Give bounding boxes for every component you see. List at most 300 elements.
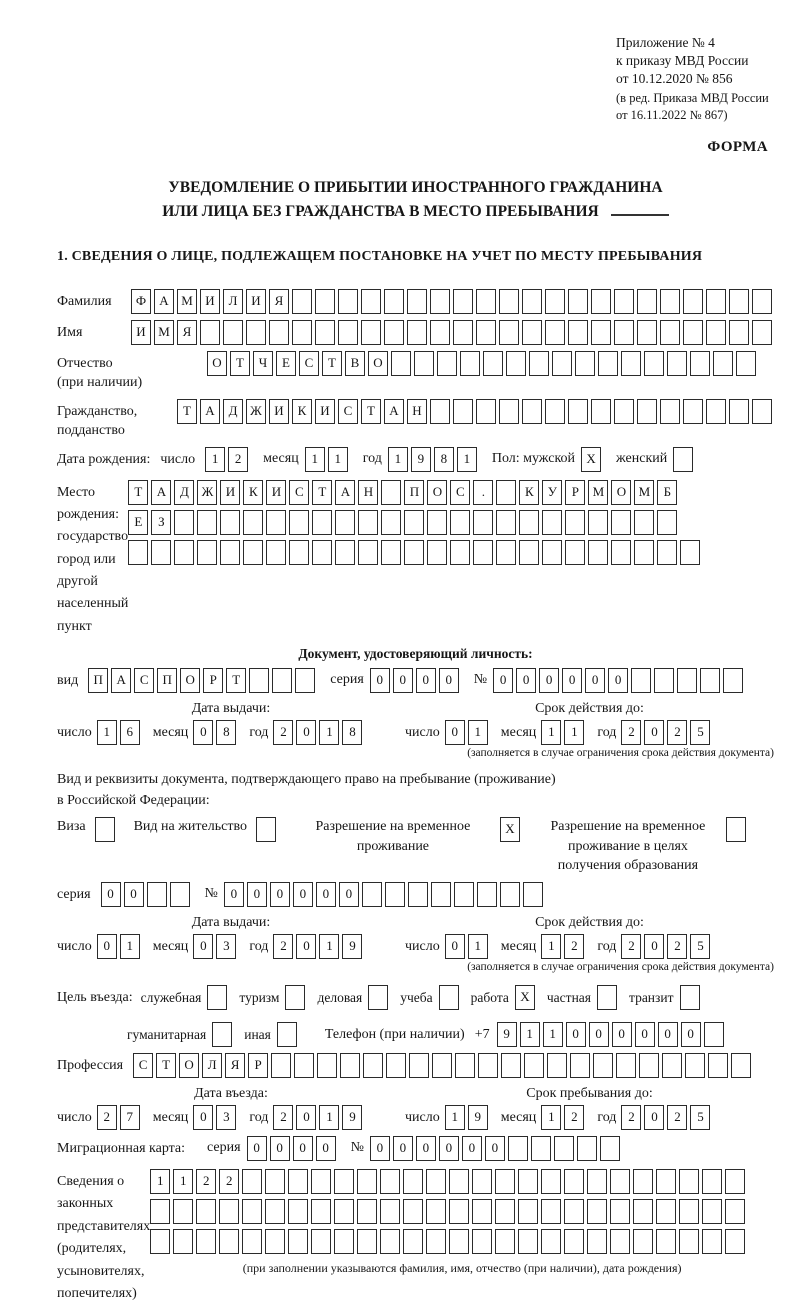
char-cell[interactable] — [657, 510, 677, 535]
char-cell[interactable]: 0 — [270, 882, 290, 907]
char-cell[interactable] — [437, 351, 457, 376]
char-cell[interactable] — [403, 1199, 423, 1224]
char-cell[interactable]: 0 — [585, 668, 605, 693]
char-cell[interactable] — [449, 1169, 469, 1194]
char-cell[interactable] — [713, 351, 733, 376]
char-cell[interactable]: П — [157, 668, 177, 693]
char-cell[interactable] — [656, 1199, 676, 1224]
char-cell[interactable]: 1 — [120, 934, 140, 959]
char-cell[interactable]: А — [154, 289, 174, 314]
char-cell[interactable]: 5 — [690, 1105, 710, 1130]
char-cell[interactable] — [633, 1199, 653, 1224]
char-cell[interactable] — [495, 1199, 515, 1224]
char-cell[interactable] — [292, 289, 312, 314]
char-cell[interactable] — [243, 540, 263, 565]
char-cell[interactable] — [200, 320, 220, 345]
char-cell[interactable] — [518, 1169, 538, 1194]
char-cell[interactable]: 5 — [690, 934, 710, 959]
char-cell[interactable]: 1 — [319, 1105, 339, 1130]
char-cell[interactable] — [637, 320, 657, 345]
char-cell[interactable] — [472, 1229, 492, 1254]
char-cell[interactable] — [541, 1199, 561, 1224]
char-cell[interactable] — [545, 399, 565, 424]
char-cell[interactable] — [723, 668, 743, 693]
char-cell[interactable]: М — [154, 320, 174, 345]
char-cell[interactable] — [679, 1169, 699, 1194]
char-cell[interactable]: 0 — [270, 1136, 290, 1161]
char-cell[interactable]: В — [345, 351, 365, 376]
char-cell[interactable]: Т — [226, 668, 246, 693]
char-cell[interactable] — [621, 351, 641, 376]
char-cell[interactable]: 1 — [319, 934, 339, 959]
char-cell[interactable]: С — [134, 668, 154, 693]
char-cell[interactable] — [476, 289, 496, 314]
char-cell[interactable] — [541, 1169, 561, 1194]
char-cell[interactable]: Т — [322, 351, 342, 376]
char-cell[interactable]: 0 — [681, 1022, 701, 1047]
char-cell[interactable] — [478, 1053, 498, 1078]
char-cell[interactable]: 1 — [457, 447, 477, 472]
char-cell[interactable] — [519, 540, 539, 565]
char-cell[interactable] — [362, 882, 382, 907]
char-cell[interactable]: 0 — [485, 1136, 505, 1161]
char-cell[interactable] — [731, 1053, 751, 1078]
char-cell[interactable] — [473, 510, 493, 535]
char-cell[interactable] — [634, 510, 654, 535]
char-cell[interactable]: 0 — [393, 1136, 413, 1161]
char-cell[interactable]: 1 — [445, 1105, 465, 1130]
char-cell[interactable] — [598, 351, 618, 376]
char-cell[interactable] — [591, 289, 611, 314]
char-cell[interactable] — [407, 289, 427, 314]
char-cell[interactable] — [545, 289, 565, 314]
char-cell[interactable]: Т — [361, 399, 381, 424]
char-cell[interactable]: Д — [174, 480, 194, 505]
char-cell[interactable]: У — [542, 480, 562, 505]
char-cell[interactable] — [312, 510, 332, 535]
char-cell[interactable] — [706, 320, 726, 345]
char-cell[interactable] — [725, 1169, 745, 1194]
char-cell[interactable]: 0 — [293, 1136, 313, 1161]
char-cell[interactable] — [524, 1053, 544, 1078]
char-cell[interactable] — [380, 1169, 400, 1194]
char-cell[interactable] — [702, 1199, 722, 1224]
char-cell[interactable] — [384, 289, 404, 314]
char-cell[interactable]: 0 — [635, 1022, 655, 1047]
char-cell[interactable]: М — [634, 480, 654, 505]
char-cell[interactable]: 2 — [228, 447, 248, 472]
char-cell[interactable] — [611, 510, 631, 535]
char-cell[interactable]: 0 — [462, 1136, 482, 1161]
char-cell[interactable] — [431, 882, 451, 907]
char-cell[interactable]: 9 — [497, 1022, 517, 1047]
char-cell[interactable] — [552, 351, 572, 376]
char-cell[interactable] — [702, 1229, 722, 1254]
char-cell[interactable]: 0 — [247, 882, 267, 907]
char-cell[interactable]: 1 — [150, 1169, 170, 1194]
char-cell[interactable]: Я — [177, 320, 197, 345]
char-cell[interactable]: 3 — [216, 1105, 236, 1130]
char-cell[interactable] — [426, 1169, 446, 1194]
char-cell[interactable]: К — [519, 480, 539, 505]
char-cell[interactable] — [656, 1229, 676, 1254]
char-cell[interactable]: К — [243, 480, 263, 505]
char-cell[interactable] — [197, 510, 217, 535]
char-cell[interactable]: Д — [223, 399, 243, 424]
char-cell[interactable]: 0 — [193, 934, 213, 959]
char-cell[interactable]: Я — [269, 289, 289, 314]
char-cell[interactable]: 0 — [644, 720, 664, 745]
char-cell[interactable]: Р — [203, 668, 223, 693]
visa-checkbox[interactable] — [95, 817, 115, 842]
char-cell[interactable]: 1 — [173, 1169, 193, 1194]
purpose-transit-checkbox[interactable] — [680, 985, 700, 1010]
char-cell[interactable] — [587, 1169, 607, 1194]
char-cell[interactable]: И — [220, 480, 240, 505]
char-cell[interactable] — [662, 1053, 682, 1078]
char-cell[interactable] — [196, 1229, 216, 1254]
char-cell[interactable] — [357, 1229, 377, 1254]
char-cell[interactable] — [729, 320, 749, 345]
char-cell[interactable] — [315, 289, 335, 314]
char-cell[interactable] — [315, 320, 335, 345]
char-cell[interactable]: 0 — [562, 668, 582, 693]
char-cell[interactable] — [522, 320, 542, 345]
char-cell[interactable] — [587, 1229, 607, 1254]
char-cell[interactable] — [361, 320, 381, 345]
char-cell[interactable]: Р — [565, 480, 585, 505]
char-cell[interactable] — [265, 1169, 285, 1194]
char-cell[interactable]: 0 — [293, 882, 313, 907]
char-cell[interactable] — [361, 289, 381, 314]
char-cell[interactable] — [220, 510, 240, 535]
char-cell[interactable] — [639, 1053, 659, 1078]
char-cell[interactable]: 0 — [247, 1136, 267, 1161]
char-cell[interactable]: 1 — [541, 1105, 561, 1130]
char-cell[interactable]: 0 — [493, 668, 513, 693]
sex-male-checkbox[interactable]: X — [581, 447, 601, 472]
char-cell[interactable]: 1 — [543, 1022, 563, 1047]
char-cell[interactable]: 9 — [411, 447, 431, 472]
char-cell[interactable] — [610, 1199, 630, 1224]
char-cell[interactable]: Т — [128, 480, 148, 505]
char-cell[interactable] — [288, 1229, 308, 1254]
char-cell[interactable]: И — [315, 399, 335, 424]
char-cell[interactable] — [614, 320, 634, 345]
char-cell[interactable] — [380, 1229, 400, 1254]
char-cell[interactable]: 3 — [216, 934, 236, 959]
char-cell[interactable]: Л — [202, 1053, 222, 1078]
char-cell[interactable] — [381, 540, 401, 565]
char-cell[interactable]: С — [289, 480, 309, 505]
char-cell[interactable]: И — [269, 399, 289, 424]
char-cell[interactable]: К — [292, 399, 312, 424]
char-cell[interactable] — [633, 1229, 653, 1254]
char-cell[interactable]: О — [427, 480, 447, 505]
char-cell[interactable]: А — [111, 668, 131, 693]
char-cell[interactable] — [407, 320, 427, 345]
char-cell[interactable] — [631, 668, 651, 693]
char-cell[interactable]: 0 — [644, 1105, 664, 1130]
temp-residence-checkbox[interactable]: X — [500, 817, 520, 842]
char-cell[interactable] — [575, 351, 595, 376]
char-cell[interactable]: 0 — [416, 668, 436, 693]
char-cell[interactable] — [292, 320, 312, 345]
char-cell[interactable]: Н — [407, 399, 427, 424]
char-cell[interactable]: 9 — [342, 1105, 362, 1130]
char-cell[interactable]: 0 — [445, 720, 465, 745]
char-cell[interactable] — [295, 668, 315, 693]
char-cell[interactable]: П — [404, 480, 424, 505]
char-cell[interactable]: 0 — [539, 668, 559, 693]
char-cell[interactable]: 1 — [388, 447, 408, 472]
char-cell[interactable] — [430, 399, 450, 424]
char-cell[interactable]: 1 — [97, 720, 117, 745]
char-cell[interactable] — [338, 289, 358, 314]
char-cell[interactable] — [593, 1053, 613, 1078]
char-cell[interactable] — [453, 320, 473, 345]
char-cell[interactable] — [706, 289, 726, 314]
char-cell[interactable]: И — [131, 320, 151, 345]
char-cell[interactable] — [519, 510, 539, 535]
char-cell[interactable] — [288, 1169, 308, 1194]
char-cell[interactable] — [736, 351, 756, 376]
char-cell[interactable]: 2 — [621, 1105, 641, 1130]
char-cell[interactable]: 0 — [296, 720, 316, 745]
char-cell[interactable] — [430, 289, 450, 314]
char-cell[interactable]: 1 — [328, 447, 348, 472]
char-cell[interactable]: 7 — [120, 1105, 140, 1130]
char-cell[interactable] — [611, 540, 631, 565]
char-cell[interactable] — [197, 540, 217, 565]
char-cell[interactable] — [564, 1199, 584, 1224]
char-cell[interactable] — [219, 1199, 239, 1224]
char-cell[interactable]: 1 — [541, 934, 561, 959]
char-cell[interactable] — [196, 1199, 216, 1224]
char-cell[interactable] — [450, 540, 470, 565]
char-cell[interactable]: А — [200, 399, 220, 424]
char-cell[interactable] — [683, 320, 703, 345]
char-cell[interactable] — [242, 1229, 262, 1254]
char-cell[interactable] — [531, 1136, 551, 1161]
char-cell[interactable] — [455, 1053, 475, 1078]
char-cell[interactable]: 0 — [393, 668, 413, 693]
char-cell[interactable] — [460, 351, 480, 376]
char-cell[interactable] — [554, 1136, 574, 1161]
char-cell[interactable]: 0 — [224, 882, 244, 907]
char-cell[interactable]: О — [179, 1053, 199, 1078]
char-cell[interactable]: Т — [156, 1053, 176, 1078]
char-cell[interactable]: 8 — [434, 447, 454, 472]
char-cell[interactable]: 1 — [205, 447, 225, 472]
char-cell[interactable] — [633, 1169, 653, 1194]
purpose-tourism-checkbox[interactable] — [285, 985, 305, 1010]
char-cell[interactable] — [564, 1229, 584, 1254]
char-cell[interactable] — [522, 289, 542, 314]
char-cell[interactable]: 0 — [193, 1105, 213, 1130]
char-cell[interactable]: 2 — [97, 1105, 117, 1130]
char-cell[interactable]: 0 — [516, 668, 536, 693]
char-cell[interactable]: 0 — [124, 882, 144, 907]
char-cell[interactable] — [683, 399, 703, 424]
char-cell[interactable] — [499, 320, 519, 345]
char-cell[interactable]: 0 — [589, 1022, 609, 1047]
char-cell[interactable] — [752, 399, 772, 424]
char-cell[interactable]: 0 — [97, 934, 117, 959]
char-cell[interactable] — [150, 1229, 170, 1254]
char-cell[interactable] — [426, 1199, 446, 1224]
purpose-work-checkbox[interactable]: X — [515, 985, 535, 1010]
char-cell[interactable]: И — [266, 480, 286, 505]
char-cell[interactable]: 2 — [621, 934, 641, 959]
char-cell[interactable]: 2 — [273, 934, 293, 959]
char-cell[interactable] — [289, 540, 309, 565]
char-cell[interactable] — [565, 510, 585, 535]
char-cell[interactable] — [312, 540, 332, 565]
char-cell[interactable] — [269, 320, 289, 345]
char-cell[interactable] — [391, 351, 411, 376]
char-cell[interactable]: 2 — [273, 720, 293, 745]
char-cell[interactable] — [151, 540, 171, 565]
char-cell[interactable] — [289, 510, 309, 535]
char-cell[interactable]: С — [133, 1053, 153, 1078]
char-cell[interactable] — [271, 1053, 291, 1078]
char-cell[interactable] — [588, 540, 608, 565]
char-cell[interactable]: 1 — [520, 1022, 540, 1047]
char-cell[interactable]: 0 — [439, 668, 459, 693]
char-cell[interactable] — [564, 1169, 584, 1194]
char-cell[interactable]: 1 — [541, 720, 561, 745]
char-cell[interactable]: 6 — [120, 720, 140, 745]
char-cell[interactable]: 0 — [339, 882, 359, 907]
char-cell[interactable] — [432, 1053, 452, 1078]
char-cell[interactable]: З — [151, 510, 171, 535]
char-cell[interactable]: 2 — [564, 934, 584, 959]
char-cell[interactable] — [752, 289, 772, 314]
char-cell[interactable] — [363, 1053, 383, 1078]
char-cell[interactable]: 0 — [644, 934, 664, 959]
char-cell[interactable] — [577, 1136, 597, 1161]
char-cell[interactable] — [506, 351, 526, 376]
char-cell[interactable]: 0 — [316, 882, 336, 907]
char-cell[interactable] — [702, 1169, 722, 1194]
char-cell[interactable] — [453, 289, 473, 314]
char-cell[interactable]: Т — [230, 351, 250, 376]
char-cell[interactable]: 9 — [468, 1105, 488, 1130]
char-cell[interactable] — [426, 1229, 446, 1254]
char-cell[interactable]: Т — [177, 399, 197, 424]
char-cell[interactable]: 0 — [296, 1105, 316, 1130]
char-cell[interactable] — [500, 882, 520, 907]
char-cell[interactable]: 2 — [196, 1169, 216, 1194]
char-cell[interactable] — [472, 1169, 492, 1194]
purpose-other-checkbox[interactable] — [277, 1022, 297, 1047]
char-cell[interactable]: М — [177, 289, 197, 314]
char-cell[interactable] — [430, 320, 450, 345]
char-cell[interactable] — [219, 1229, 239, 1254]
char-cell[interactable]: 2 — [219, 1169, 239, 1194]
char-cell[interactable] — [246, 320, 266, 345]
char-cell[interactable] — [725, 1229, 745, 1254]
char-cell[interactable] — [223, 320, 243, 345]
char-cell[interactable]: 1 — [305, 447, 325, 472]
char-cell[interactable] — [542, 510, 562, 535]
char-cell[interactable] — [334, 1169, 354, 1194]
char-cell[interactable]: А — [151, 480, 171, 505]
char-cell[interactable] — [454, 882, 474, 907]
char-cell[interactable]: . — [473, 480, 493, 505]
char-cell[interactable]: Н — [358, 480, 378, 505]
char-cell[interactable] — [588, 510, 608, 535]
char-cell[interactable] — [591, 320, 611, 345]
char-cell[interactable] — [266, 510, 286, 535]
char-cell[interactable]: 2 — [667, 1105, 687, 1130]
char-cell[interactable]: 0 — [370, 668, 390, 693]
char-cell[interactable] — [243, 510, 263, 535]
char-cell[interactable]: 2 — [564, 1105, 584, 1130]
char-cell[interactable] — [384, 320, 404, 345]
char-cell[interactable] — [591, 399, 611, 424]
char-cell[interactable] — [725, 1199, 745, 1224]
char-cell[interactable] — [472, 1199, 492, 1224]
char-cell[interactable] — [338, 320, 358, 345]
char-cell[interactable] — [657, 540, 677, 565]
char-cell[interactable]: 0 — [370, 1136, 390, 1161]
char-cell[interactable] — [477, 882, 497, 907]
char-cell[interactable]: 0 — [101, 882, 121, 907]
char-cell[interactable]: 0 — [316, 1136, 336, 1161]
char-cell[interactable] — [476, 399, 496, 424]
char-cell[interactable] — [568, 399, 588, 424]
char-cell[interactable]: Ж — [197, 480, 217, 505]
sex-female-checkbox[interactable] — [673, 447, 693, 472]
char-cell[interactable] — [667, 351, 687, 376]
char-cell[interactable] — [637, 399, 657, 424]
char-cell[interactable] — [523, 882, 543, 907]
temp-residence-education-checkbox[interactable] — [726, 817, 746, 842]
char-cell[interactable]: 0 — [658, 1022, 678, 1047]
purpose-humanitarian-checkbox[interactable] — [212, 1022, 232, 1047]
char-cell[interactable] — [752, 320, 772, 345]
char-cell[interactable] — [385, 882, 405, 907]
char-cell[interactable] — [147, 882, 167, 907]
char-cell[interactable] — [614, 289, 634, 314]
char-cell[interactable] — [518, 1199, 538, 1224]
char-cell[interactable] — [450, 510, 470, 535]
char-cell[interactable] — [317, 1053, 337, 1078]
char-cell[interactable] — [311, 1199, 331, 1224]
char-cell[interactable] — [495, 1229, 515, 1254]
char-cell[interactable] — [242, 1199, 262, 1224]
char-cell[interactable]: О — [368, 351, 388, 376]
char-cell[interactable] — [704, 1022, 724, 1047]
char-cell[interactable] — [496, 540, 516, 565]
char-cell[interactable]: Я — [225, 1053, 245, 1078]
char-cell[interactable] — [220, 540, 240, 565]
char-cell[interactable] — [266, 540, 286, 565]
purpose-business-checkbox[interactable] — [368, 985, 388, 1010]
char-cell[interactable] — [403, 1229, 423, 1254]
char-cell[interactable] — [660, 320, 680, 345]
char-cell[interactable] — [473, 540, 493, 565]
char-cell[interactable] — [496, 480, 516, 505]
char-cell[interactable] — [508, 1136, 528, 1161]
char-cell[interactable]: 0 — [612, 1022, 632, 1047]
char-cell[interactable] — [357, 1199, 377, 1224]
char-cell[interactable] — [334, 1199, 354, 1224]
char-cell[interactable] — [634, 540, 654, 565]
char-cell[interactable] — [334, 1229, 354, 1254]
